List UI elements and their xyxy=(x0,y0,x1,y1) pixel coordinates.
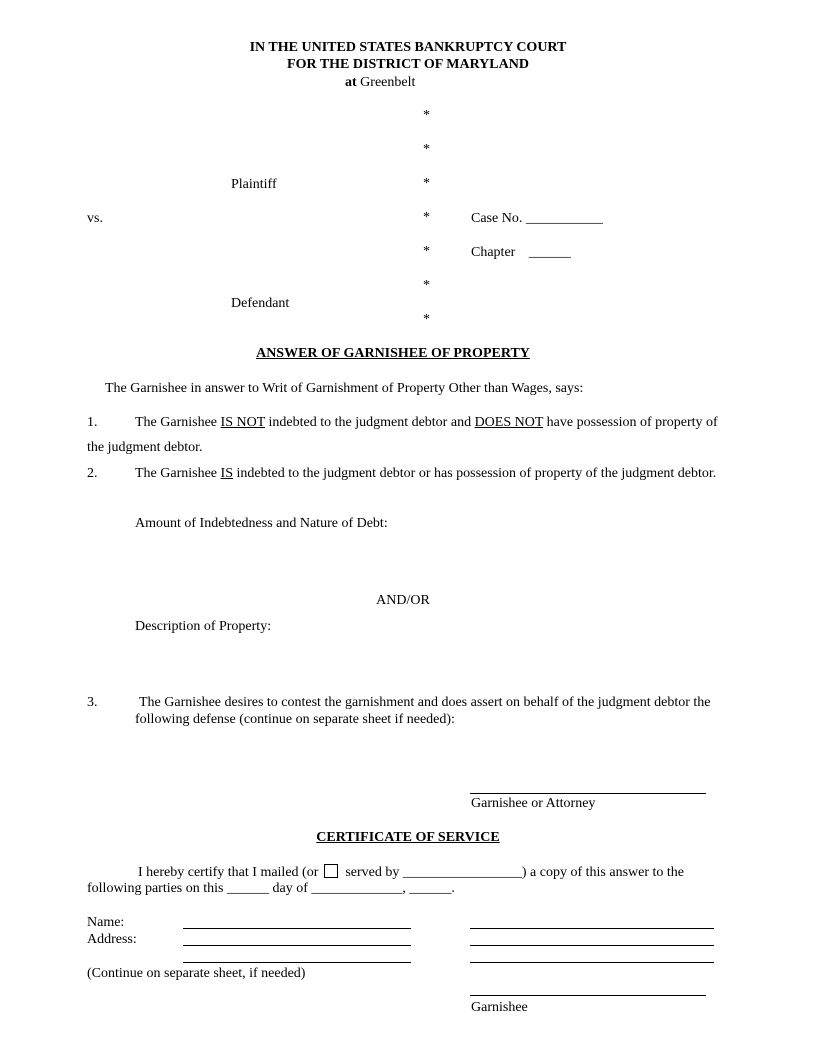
description-label: Description of Property: xyxy=(135,619,272,634)
location-value: Greenbelt xyxy=(360,75,416,90)
answer-intro: The Garnishee in answer to Writ of Garnishment of Property Other than Wages, says: xyxy=(105,381,584,396)
item1-number: 1. xyxy=(87,415,98,430)
caption-star: * xyxy=(423,108,430,123)
signature-line[interactable] xyxy=(470,793,706,794)
item3-text-line1: The Garnishee desires to contest the garnishment and does assert on behalf of the judgment debtor the xyxy=(139,695,711,710)
continue-note: (Continue on separate sheet, if needed) xyxy=(87,966,306,981)
court-location xyxy=(345,75,415,91)
certificate-line1-a: I hereby certify that I mailed (or xyxy=(138,865,319,880)
party2-address-line2[interactable] xyxy=(470,962,714,963)
item2-text-b: indebted to the judgment debtor or has possession of property of the judgment debtor. xyxy=(232,466,717,481)
plaintiff-label: Plaintiff xyxy=(231,177,277,192)
and-or-label: AND/OR xyxy=(376,593,430,608)
item2-number: 2. xyxy=(87,466,98,481)
certificate-line1 xyxy=(138,864,684,881)
served-checkbox[interactable] xyxy=(324,864,338,878)
court-name-line1: IN THE UNITED STATES BANKRUPTCY COURT xyxy=(249,40,567,55)
certificate-line2: following parties on this ______ day of _____________, ______. xyxy=(87,881,455,896)
does-not-emphasis: DOES NOT xyxy=(474,415,544,430)
caption-star: * xyxy=(423,142,430,157)
name-label: Name: xyxy=(87,915,125,930)
garnishee-label: Garnishee xyxy=(471,1000,528,1015)
chapter-field[interactable]: ______ xyxy=(528,245,571,260)
case-number-row xyxy=(471,211,603,227)
caption-star: * xyxy=(423,312,430,327)
party1-address-line[interactable] xyxy=(183,945,411,946)
vs-label: vs. xyxy=(87,211,103,226)
chapter-row xyxy=(471,245,571,261)
answer-title: ANSWER OF GARNISHEE OF PROPERTY xyxy=(256,346,530,361)
court-name-line2: FOR THE DISTRICT OF MARYLAND xyxy=(287,57,529,72)
caption-star: * xyxy=(423,176,430,191)
item1-text-b: indebted to the judgment debtor and xyxy=(265,415,475,430)
signature-label: Garnishee or Attorney xyxy=(471,796,596,811)
party2-name-line[interactable] xyxy=(470,928,714,929)
defendant-label: Defendant xyxy=(231,296,290,311)
item2-text-a: The Garnishee xyxy=(135,466,221,481)
at-label: at xyxy=(345,75,357,90)
case-no-label: Case No. xyxy=(471,211,523,226)
item3-number: 3. xyxy=(87,695,98,710)
caption-star: * xyxy=(423,244,430,259)
certificate-title: CERTIFICATE OF SERVICE xyxy=(316,830,500,845)
item3-text-line2: following defense (continue on separate sheet if needed): xyxy=(135,712,455,727)
item1-text-a: The Garnishee xyxy=(135,415,221,430)
party1-address-line2[interactable] xyxy=(183,962,411,963)
garnishee-signature-line[interactable] xyxy=(470,995,706,996)
item1-continuation: the judgment debtor. xyxy=(87,440,203,455)
is-not-emphasis: IS NOT xyxy=(220,415,265,430)
is-emphasis: IS xyxy=(220,466,233,481)
amount-label: Amount of Indebtedness and Nature of Debt: xyxy=(135,516,388,531)
party1-name-line[interactable] xyxy=(183,928,411,929)
caption-star: * xyxy=(423,278,430,293)
party2-address-line[interactable] xyxy=(470,945,714,946)
case-no-field[interactable]: ___________ xyxy=(525,211,603,226)
item1-text xyxy=(135,415,718,431)
certificate-line1-b: served by _________________) a copy of this answer to the xyxy=(345,865,685,880)
caption-star: * xyxy=(423,210,430,225)
item1-text-c: have possession of property of xyxy=(543,415,718,430)
address-label: Address: xyxy=(87,932,137,947)
item2-text xyxy=(135,466,716,482)
chapter-label: Chapter xyxy=(471,245,516,260)
